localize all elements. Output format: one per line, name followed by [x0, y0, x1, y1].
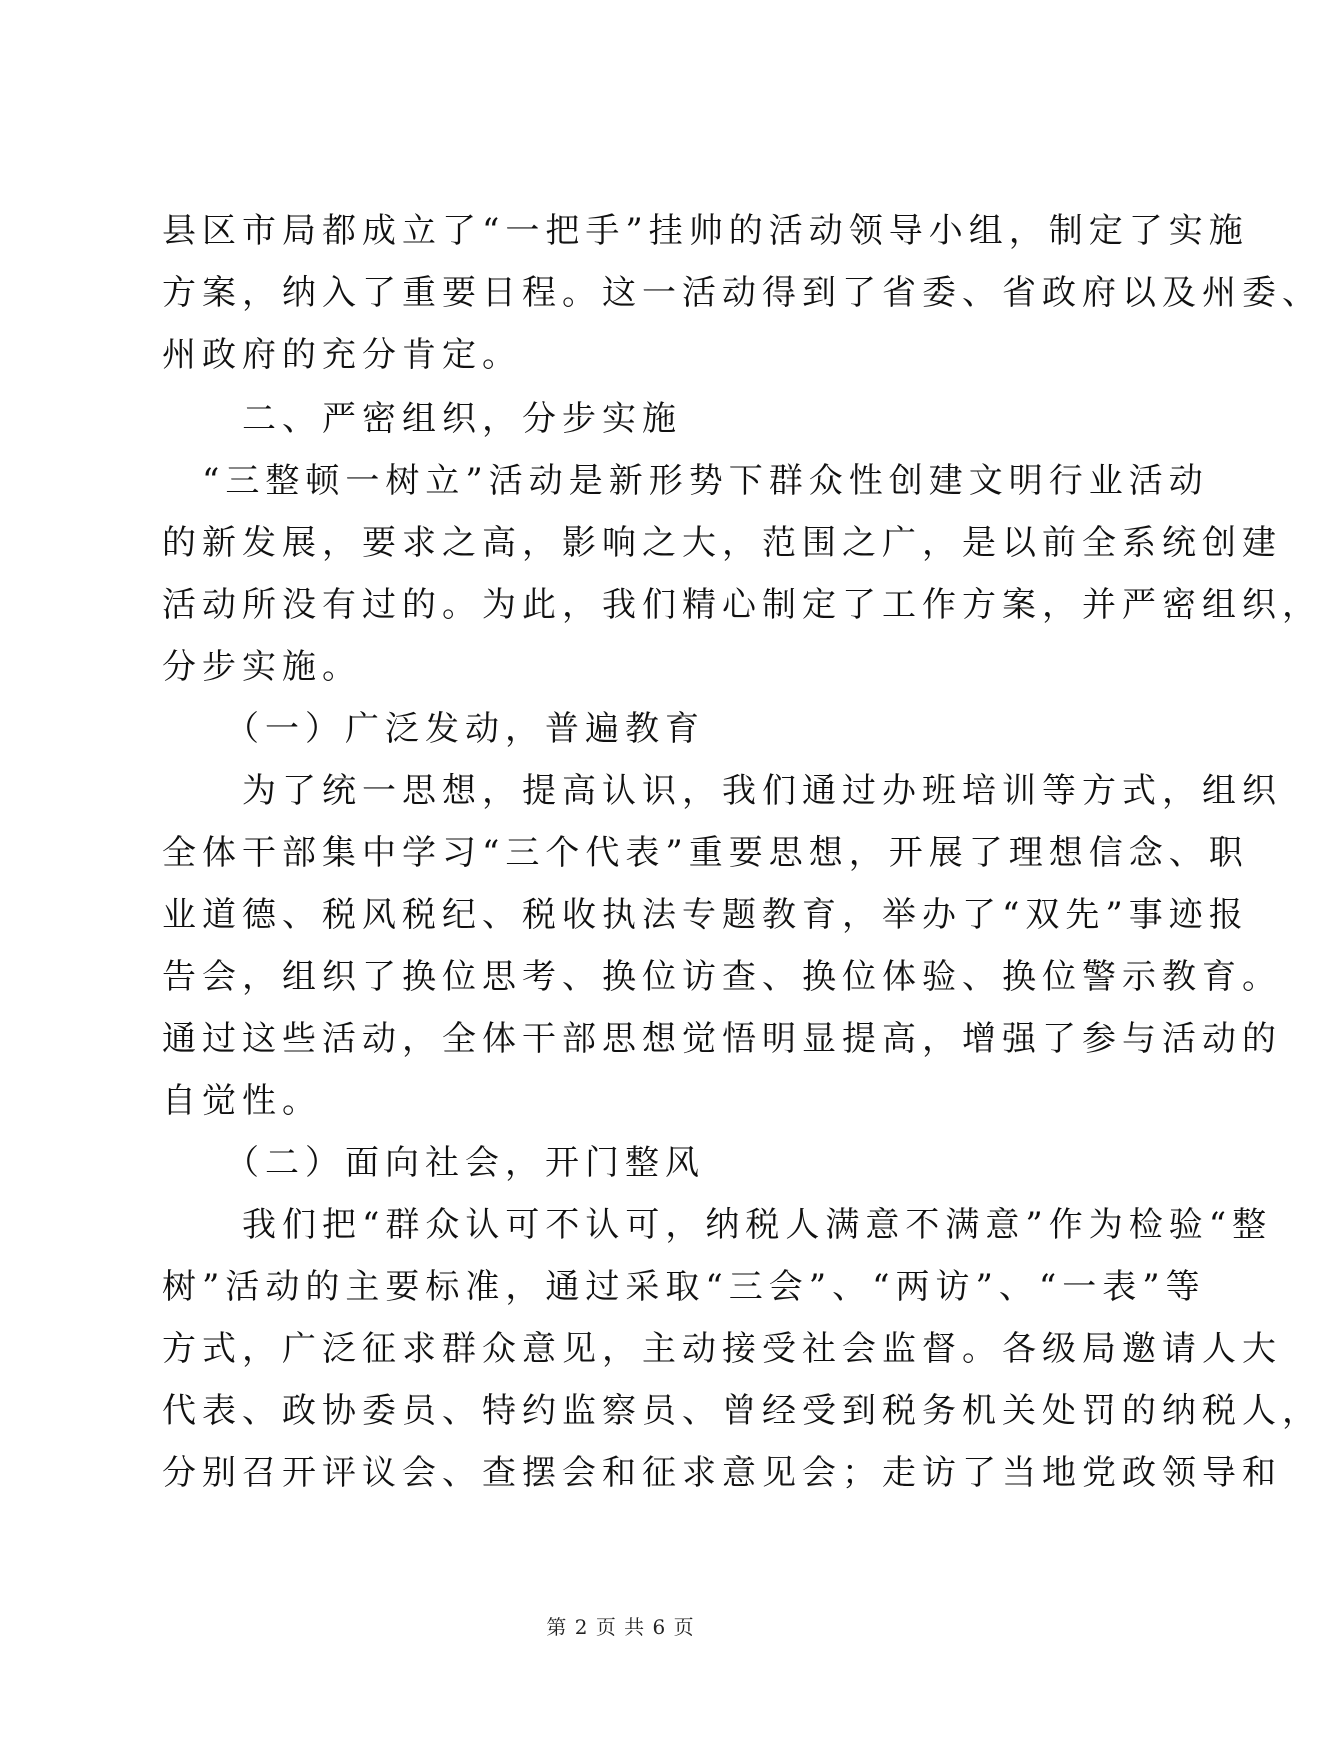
- body-text-line: 树”活动的主要标准，通过采取“三会”、“两访”、“一表”等: [162, 1267, 1206, 1307]
- body-text-line: 方案，纳入了重要日程。这一活动得到了省委、省政府以及州委、: [162, 273, 1322, 313]
- body-text-line: 分别召开评议会、查摆会和征求意见会；走访了当地党政领导和: [162, 1453, 1282, 1493]
- body-text-line: 全体干部集中学习“三个代表”重要思想，开展了理想信念、职: [162, 833, 1249, 873]
- body-text-line: 分步实施。: [162, 647, 362, 687]
- body-text-line: 通过这些活动，全体干部思想觉悟明显提高，增强了参与活动的: [162, 1019, 1282, 1059]
- body-text-line: 方式，广泛征求群众意见，主动接受社会监督。各级局邀请人大: [162, 1329, 1282, 1369]
- body-text-line: 业道德、税风税纪、税收执法专题教育，举办了“双先”事迹报: [162, 895, 1249, 935]
- body-text-line: 告会，组织了换位思考、换位访查、换位体验、换位警示教育。: [162, 957, 1282, 997]
- body-text-line: 县区市局都成立了“一把手”挂帅的活动领导小组，制定了实施: [162, 211, 1249, 251]
- body-text-line: 活动所没有过的。为此，我们精心制定了工作方案，并严密组织，: [162, 585, 1322, 625]
- subsection-heading: （二）面向社会，开门整风: [162, 1143, 705, 1183]
- subsection-heading: （一）广泛发动，普遍教育: [162, 709, 705, 749]
- body-text-line: “三整顿一树立”活动是新形势下群众性创建文明行业活动: [162, 461, 1209, 501]
- body-text-line: 为了统一思想，提高认识，我们通过办班培训等方式，组织: [162, 771, 1282, 811]
- page-number-footer: 第 2 页 共 6 页: [546, 1615, 695, 1639]
- body-text-line: 代表、政协委员、特约监察员、曾经受到税务机关处罚的纳税人，: [162, 1391, 1322, 1431]
- body-text-line: 州政府的充分肯定。: [162, 335, 522, 375]
- body-text-line: 我们把“群众认可不认可，纳税人满意不满意”作为检验“整: [162, 1205, 1273, 1245]
- section-heading: 二、严密组织，分步实施: [162, 399, 682, 439]
- body-text-line: 的新发展，要求之高，影响之大，范围之广，是以前全系统创建: [162, 523, 1282, 563]
- body-text-line: 自觉性。: [162, 1081, 322, 1121]
